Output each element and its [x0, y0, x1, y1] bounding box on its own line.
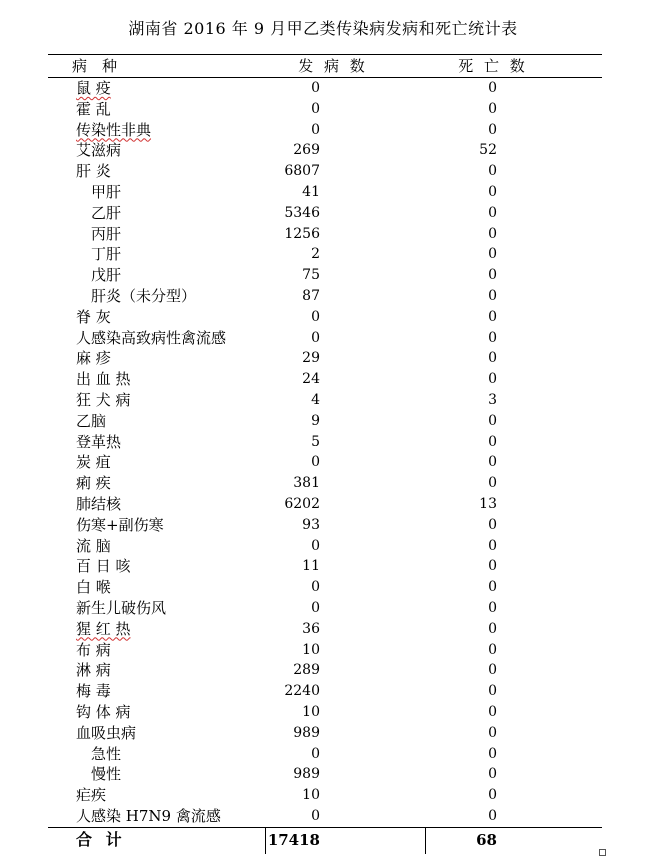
table-row — [48, 806, 602, 827]
deaths-value: 52 — [479, 142, 497, 159]
disease-name: 慢性 — [91, 765, 122, 784]
header-deaths: 死 亡 数 — [458, 57, 528, 75]
disease-name: 疟疾 — [76, 786, 107, 805]
disease-name: 人感染高致病性禽流感 — [76, 328, 227, 347]
deaths-value: 0 — [488, 787, 497, 804]
deaths-value: 0 — [488, 558, 497, 575]
deaths-value: 0 — [488, 350, 497, 367]
disease-name: 脊 灰 — [76, 307, 111, 326]
disease-name: 淋 病 — [76, 661, 111, 680]
disease-name: 人感染 H7N9 禽流感 — [76, 806, 221, 825]
table-row — [48, 244, 602, 265]
table-row — [48, 681, 602, 702]
deaths-value: 0 — [488, 475, 497, 492]
table-header — [48, 56, 602, 76]
disease-name: 伤寒+副伤寒 — [76, 515, 164, 534]
cases-value: 36 — [302, 620, 320, 637]
table-row — [48, 660, 602, 681]
table-row — [48, 702, 602, 723]
cases-value: 0 — [311, 329, 320, 346]
cases-value: 0 — [311, 537, 320, 554]
cases-value: 5346 — [284, 204, 320, 221]
cases-value: 9 — [311, 412, 320, 429]
deaths-value: 0 — [488, 246, 497, 263]
disease-name: 乙脑 — [76, 411, 107, 430]
deaths-value: 0 — [488, 287, 497, 304]
header-disease: 病 种 — [72, 57, 118, 75]
deaths-value: 0 — [488, 204, 497, 221]
table-row — [48, 785, 602, 806]
deaths-value: 0 — [488, 766, 497, 783]
disease-name: 急性 — [91, 744, 122, 763]
deaths-value: 0 — [488, 267, 497, 284]
disease-name: 丁肝 — [91, 245, 122, 264]
disease-name: 新生儿破伤风 — [76, 598, 167, 617]
cases-value: 93 — [302, 516, 320, 533]
table-row — [48, 328, 602, 349]
disease-name: 梅 毒 — [76, 682, 111, 701]
cases-value: 0 — [311, 745, 320, 762]
cases-value: 0 — [311, 100, 320, 117]
cases-value: 29 — [302, 350, 320, 367]
deaths-value: 0 — [488, 121, 497, 138]
table-row — [48, 99, 602, 120]
disease-name: 甲肝 — [91, 182, 122, 201]
disease-name: 登革热 — [76, 432, 122, 451]
table-row — [48, 390, 602, 411]
table-row — [48, 161, 602, 182]
deaths-value: 0 — [488, 80, 497, 96]
table-row — [48, 598, 602, 619]
disease-name: 肝 炎 — [76, 162, 111, 181]
disease-name: 布 病 — [76, 640, 111, 659]
disease-name: 鼠 疫 — [76, 79, 111, 97]
disease-name: 霍 乱 — [76, 99, 111, 118]
table-row — [48, 120, 602, 141]
total-row — [48, 829, 602, 851]
table-row — [48, 577, 602, 598]
deaths-value: 0 — [488, 433, 497, 450]
deaths-value: 0 — [488, 683, 497, 700]
disease-name: 百 日 咳 — [76, 557, 131, 576]
deaths-value: 0 — [488, 454, 497, 471]
cases-value: 269 — [293, 142, 320, 159]
disease-name: 猩 红 热 — [76, 619, 131, 638]
table-row — [48, 78, 602, 99]
disease-name: 流 脑 — [76, 536, 111, 555]
deaths-value: 0 — [488, 537, 497, 554]
cases-value: 0 — [311, 599, 320, 616]
cases-value: 10 — [302, 787, 320, 804]
deaths-value: 0 — [488, 599, 497, 616]
table-body — [48, 78, 602, 827]
deaths-value: 13 — [479, 495, 497, 512]
disease-name: 狂 犬 病 — [76, 390, 131, 409]
table-row — [48, 744, 602, 765]
disease-name: 艾滋病 — [76, 141, 122, 160]
table-row — [48, 556, 602, 577]
disease-name: 炭 疽 — [76, 453, 111, 472]
disease-name: 出 血 热 — [76, 370, 131, 389]
deaths-value: 0 — [488, 163, 497, 180]
cases-value: 381 — [293, 475, 320, 492]
cases-value: 11 — [302, 558, 320, 575]
deaths-value: 0 — [488, 225, 497, 242]
table-row — [48, 182, 602, 203]
disease-name: 麻 疹 — [76, 349, 111, 368]
deaths-value: 0 — [488, 308, 497, 325]
cases-value: 989 — [293, 724, 320, 741]
total-rule — [48, 827, 602, 828]
table-row — [48, 723, 602, 744]
cases-value: 4 — [311, 391, 320, 408]
table-row — [48, 224, 602, 245]
total-cases: 17418 — [267, 831, 320, 849]
cases-value: 24 — [302, 371, 320, 388]
cases-value: 87 — [302, 287, 320, 304]
table-row — [48, 348, 602, 369]
table-row — [48, 536, 602, 557]
table-resize-handle[interactable] — [599, 849, 606, 856]
disease-name: 痢 疾 — [76, 474, 111, 493]
cases-value: 0 — [311, 80, 320, 96]
cases-value: 2 — [311, 246, 320, 263]
cases-value: 6202 — [284, 495, 320, 512]
table-row — [48, 411, 602, 432]
cases-value: 75 — [302, 267, 320, 284]
cases-value: 41 — [302, 183, 320, 200]
table-row — [48, 307, 602, 328]
table-row — [48, 515, 602, 536]
table-row — [48, 432, 602, 453]
cases-value: 989 — [293, 766, 320, 783]
table-title: 湖南省 2016 年 9 月甲乙类传染病发病和死亡统计表 — [128, 19, 518, 38]
table-row — [48, 764, 602, 785]
disease-name: 戊肝 — [91, 266, 122, 285]
disease-name: 肝炎（未分型） — [91, 286, 197, 305]
deaths-value: 0 — [488, 807, 497, 824]
disease-name: 钩 体 病 — [76, 702, 131, 721]
total-label: 合 计 — [76, 830, 126, 849]
disease-name: 传染性非典 — [76, 120, 152, 139]
deaths-value: 0 — [488, 371, 497, 388]
cases-value: 2240 — [284, 683, 320, 700]
table-row — [48, 452, 602, 473]
deaths-value: 0 — [488, 516, 497, 533]
cases-value: 5 — [311, 433, 320, 450]
table-row — [48, 203, 602, 224]
table-row — [48, 473, 602, 494]
cases-value: 0 — [311, 308, 320, 325]
deaths-value: 3 — [488, 391, 497, 408]
deaths-value: 0 — [488, 724, 497, 741]
table-row — [48, 140, 602, 161]
cases-value: 0 — [311, 454, 320, 471]
deaths-value: 0 — [488, 745, 497, 762]
deaths-value: 0 — [488, 620, 497, 637]
deaths-value: 0 — [488, 579, 497, 596]
table-row — [48, 494, 602, 515]
cases-value: 289 — [293, 662, 320, 679]
deaths-value: 0 — [488, 662, 497, 679]
table-row — [48, 369, 602, 390]
cases-value: 10 — [302, 641, 320, 658]
deaths-value: 0 — [488, 100, 497, 117]
cases-value: 0 — [311, 121, 320, 138]
deaths-value: 0 — [488, 703, 497, 720]
header-cases: 发 病 数 — [298, 57, 368, 75]
total-deaths: 68 — [476, 831, 497, 849]
table-row — [48, 619, 602, 640]
deaths-value: 0 — [488, 183, 497, 200]
disease-name: 肺结核 — [76, 494, 122, 513]
table-row — [48, 286, 602, 307]
cases-value: 0 — [311, 579, 320, 596]
deaths-value: 0 — [488, 641, 497, 658]
deaths-value: 0 — [488, 329, 497, 346]
cases-value: 0 — [311, 807, 320, 824]
cases-value: 6807 — [284, 163, 320, 180]
deaths-value: 0 — [488, 412, 497, 429]
top-rule — [48, 54, 602, 55]
disease-name: 丙肝 — [91, 224, 122, 243]
table-row — [48, 265, 602, 286]
disease-name: 白 喉 — [76, 578, 111, 597]
table-row — [48, 640, 602, 661]
cases-value: 1256 — [284, 225, 320, 242]
disease-name: 乙肝 — [91, 203, 122, 222]
cases-value: 10 — [302, 703, 320, 720]
disease-name: 血吸虫病 — [76, 723, 137, 742]
